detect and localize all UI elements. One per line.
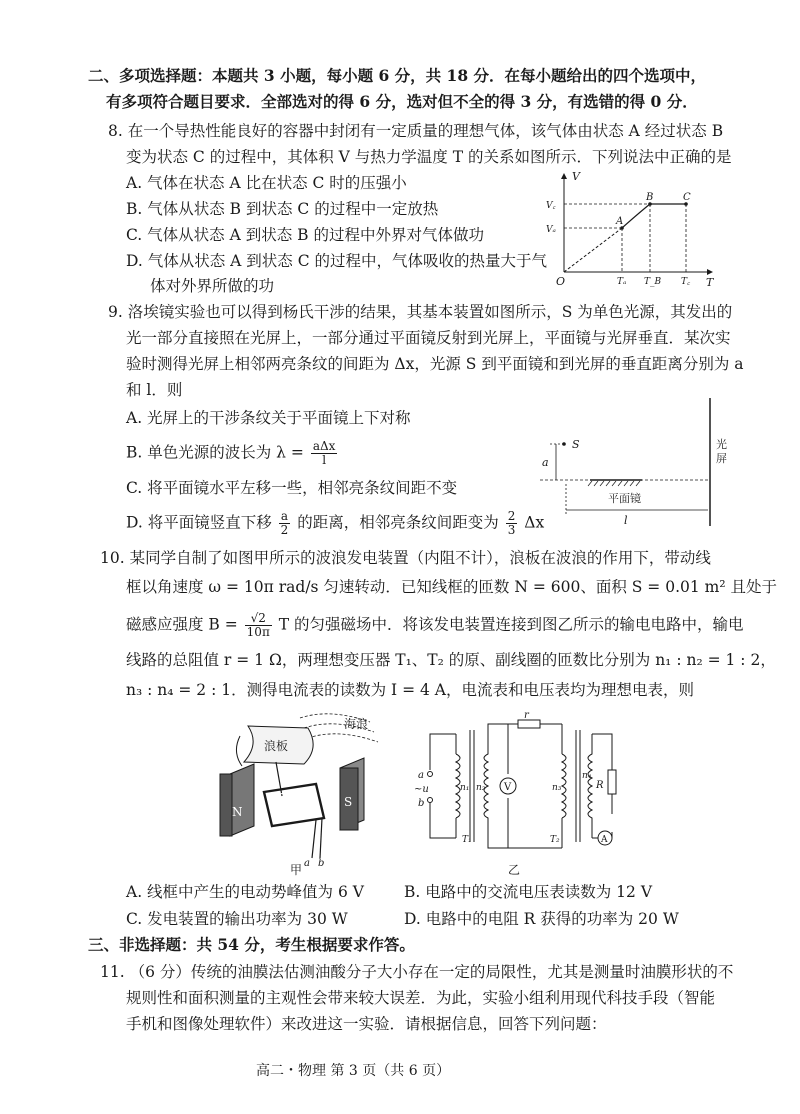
q10-coil-n3 — [562, 754, 566, 818]
q9-a-label: a — [542, 456, 549, 469]
q8-option-c: C. 气体从状态 A 到状态 B 的过程中外界对气体做功 — [126, 226, 484, 244]
section2-header-line1: 二、多项选择题：本题共 3 小题，每小题 6 分，共 18 分．在每小题给出的四个选项中， — [88, 66, 707, 85]
q9-stem-line3: 验时测得光屏上相邻两亮条纹的间距为 Δx，光源 S 到平面镜和到光屏的垂直距离分别为 a — [126, 355, 744, 373]
q8-origin-label: O — [556, 275, 566, 288]
q9-option-a: A. 光屏上的干涉条纹关于平面镜上下对称 — [126, 409, 411, 427]
q9-option-d-fraction1 — [279, 510, 291, 537]
q8-stem-line2: 变为状态 C 的过程中，其体积 V 与热力学温度 T 的关系如图所示．下列说法中正确的是 — [126, 148, 732, 166]
q8-t-axis-label: T — [706, 276, 714, 289]
q8-label-a: A — [616, 216, 624, 227]
q9-mirror-label: 平面镜 — [608, 492, 641, 505]
q10-label-r: r — [524, 710, 529, 721]
q10-circuit-wires — [430, 724, 612, 848]
q9-mirror-hatch — [588, 481, 640, 486]
q10-wave-label: 海浪 — [344, 717, 369, 731]
q10-terminal-b — [428, 798, 433, 803]
q10-figure-jia — [220, 708, 400, 868]
q10-label-t1: T₁ — [462, 835, 472, 845]
q10-terminal-a — [428, 772, 433, 777]
q9-option-d-num2: 2 — [507, 509, 516, 523]
q8-a-to-b-curve — [622, 204, 650, 228]
q9-source-label: S — [572, 438, 580, 451]
q8-label-b: B — [646, 192, 654, 203]
q10-figure-yi — [412, 710, 622, 854]
q10-rotation-arrow — [236, 736, 242, 766]
q10-figure-yi-caption: 乙 — [508, 863, 521, 877]
q10-magnet-s-label: S — [344, 795, 353, 809]
q9-option-d-text2: 的距离，相邻亮条纹间距变为 — [297, 513, 499, 532]
q10-b-denominator: 10π — [246, 625, 270, 639]
q10-stem-line3 — [126, 612, 744, 639]
q9-l-label: l — [624, 514, 628, 527]
q9-option-b-numerator: aΔx — [312, 439, 336, 453]
page-footer: 高二・物理 第 3 页（共 6 页） — [256, 1063, 451, 1079]
q8-label-c: C — [683, 192, 691, 203]
q9-stem-line1: 9. 洛埃镜实验也可以得到杨氏干涉的结果，其基本装置如图所示，S 为单色光源，其发出的 — [108, 303, 733, 321]
q10-option-c: C. 发电装置的输出功率为 30 W — [126, 910, 348, 928]
q10-yi-label-a: a — [418, 770, 424, 781]
q8-label-va: Vₐ — [546, 225, 556, 235]
q10-option-a: A. 线框中产生的电动势峰值为 6 V — [126, 883, 364, 901]
q10-option-b: B. 电路中的交流电压表读数为 12 V — [404, 883, 653, 901]
q9-option-d-den1: 2 — [280, 523, 289, 537]
q8-option-d-line2: 体对外界所做的功 — [150, 277, 275, 295]
q10-lead-a — [312, 820, 316, 858]
q10-label-n4: n₄ — [582, 771, 592, 781]
q10-yi-label-b: b — [418, 798, 425, 809]
q10-stem-line3-text2: T 的匀强磁场中．将该发电装置连接到图乙所示的输电电路中，输电 — [278, 615, 744, 634]
q8-v-axis-label: V — [572, 170, 580, 183]
q9-option-d — [126, 510, 544, 537]
q9-lloyd-mirror-figure — [530, 398, 730, 528]
q9-option-b-fraction — [311, 440, 338, 467]
q10-line-resistor — [518, 720, 540, 728]
q10-stem-line3-text1: 磁感应强度 B = — [126, 615, 238, 634]
q11-stem-line1: 11. （6 分）传统的油膜法估测油酸分子大小存在一定的局限性，尤其是测量时油膜形状的不 — [100, 963, 734, 981]
q9-option-c: C. 将平面镜水平左移一些，相邻亮条纹间距不变 — [126, 479, 458, 497]
q10-b-numerator: √2 — [245, 612, 272, 626]
q8-option-a: A. 气体在状态 A 比在状态 C 时的压强小 — [126, 174, 407, 192]
q10-jia-terminal-b: b — [318, 858, 325, 869]
q10-yi-label-u: ~u — [414, 784, 429, 795]
q10-ammeter-label: A — [601, 835, 608, 845]
q9-option-d-text3: Δx — [524, 513, 545, 532]
q10-stem-line4: 线路的总阻值 r = 1 Ω，两理想变压器 T₁、T₂ 的原、副线圈的匝数比分别为 n₁ : n₂ = 1 : 2， — [126, 651, 776, 669]
q8-option-b: B. 气体从状态 B 到状态 C 的过程中一定放热 — [126, 200, 439, 218]
q9-stem-line2: 光一部分直接照在光屏上，一部分通过平面镜反射到光屏上，平面镜与光屏垂直．某次实 — [126, 329, 731, 347]
q10-magnet-n-label: N — [232, 805, 243, 819]
q10-lead-b — [320, 818, 322, 858]
q9-option-d-den2: 3 — [507, 523, 516, 537]
q10-label-n3: n₃ — [552, 783, 562, 793]
q9-option-b — [126, 440, 339, 467]
q10-voltmeter-label: V — [504, 782, 512, 793]
q10-coil-frame-inner — [268, 788, 320, 822]
q11-stem-line3: 手机和图像处理软件）来改进这一实验．请根据信息，回答下列问题： — [126, 1015, 607, 1033]
q9-option-b-text: B. 单色光源的波长为 λ = — [126, 443, 304, 462]
q10-label-t2: T₂ — [550, 835, 560, 845]
q8-label-tc: T꜀ — [681, 277, 691, 287]
q8-option-d-line1: D. 气体从状态 A 到状态 C 的过程中，气体吸收的热量大于气 — [126, 252, 547, 270]
q10-option-d: D. 电路中的电阻 R 获得的功率为 20 W — [404, 910, 679, 928]
q11-stem-line2: 规则性和面积测量的主观性会带来较大误差．为此，实验小组利用现代科技手段（智能 — [126, 989, 716, 1007]
q8-origin-to-a-dashed — [564, 228, 622, 272]
q10-magnet-n-side — [230, 764, 254, 836]
q10-coil-n4 — [588, 734, 592, 838]
q9-stem-line4: 和 l．则 — [126, 381, 183, 399]
q10-stem-line1: 10. 某同学自制了如图甲所示的波浪发电装置（内阻不计），浪板在波浪的作用下，带动线 — [100, 549, 711, 567]
q9-option-b-denominator: l — [322, 453, 327, 467]
q8-label-vc: V꜀ — [546, 201, 556, 211]
q10-stem-line2: 框以角速度 ω = 10π rad/s 匀速转动．已知线框的匝数 N = 600、面积 S = 0.01 m² 且处于 — [126, 578, 778, 596]
q10-label-R: R — [596, 780, 604, 791]
section2-header-line2: 有多项符合题目要求．全部选对的得 6 分，选对但不全的得 3 分，有选错的得 0 分． — [106, 92, 698, 111]
q8-label-ta: Tₐ — [617, 277, 627, 287]
q10-load-resistor — [608, 770, 616, 794]
q10-stem-line5: n₃ : n₄ = 2 : 1．测得电流表的读数为 I = 4 A，电流表和电压表均为理想电表，则 — [126, 681, 694, 699]
q9-screen-label-1: 光 — [716, 438, 727, 451]
q9-option-d-fraction2 — [506, 510, 518, 537]
q8-vt-graph — [540, 168, 720, 288]
q10-label-n1: n₁ — [460, 783, 470, 793]
q9-screen-label-2: 屏 — [716, 452, 727, 465]
q9-option-d-text1: D. 将平面镜竖直下移 — [126, 513, 272, 532]
q10-label-n2: n₂ — [476, 783, 486, 793]
q10-b-fraction — [245, 612, 272, 639]
q10-jia-terminal-a: a — [304, 858, 310, 869]
q10-magnet-n-face — [220, 774, 232, 836]
section3-header: 三、非选择题：共 54 分，考生根据要求作答。 — [88, 935, 415, 954]
q8-label-tb: T_B — [644, 277, 662, 287]
q8-stem-line1: 8. 在一个导热性能良好的容器中封闭有一定质量的理想气体，该气体由状态 A 经过状态 B — [108, 122, 724, 140]
q9-option-d-num1: a — [279, 510, 291, 524]
q10-board-label: 浪板 — [264, 739, 289, 753]
q10-figure-jia-caption: 甲 — [290, 863, 303, 877]
